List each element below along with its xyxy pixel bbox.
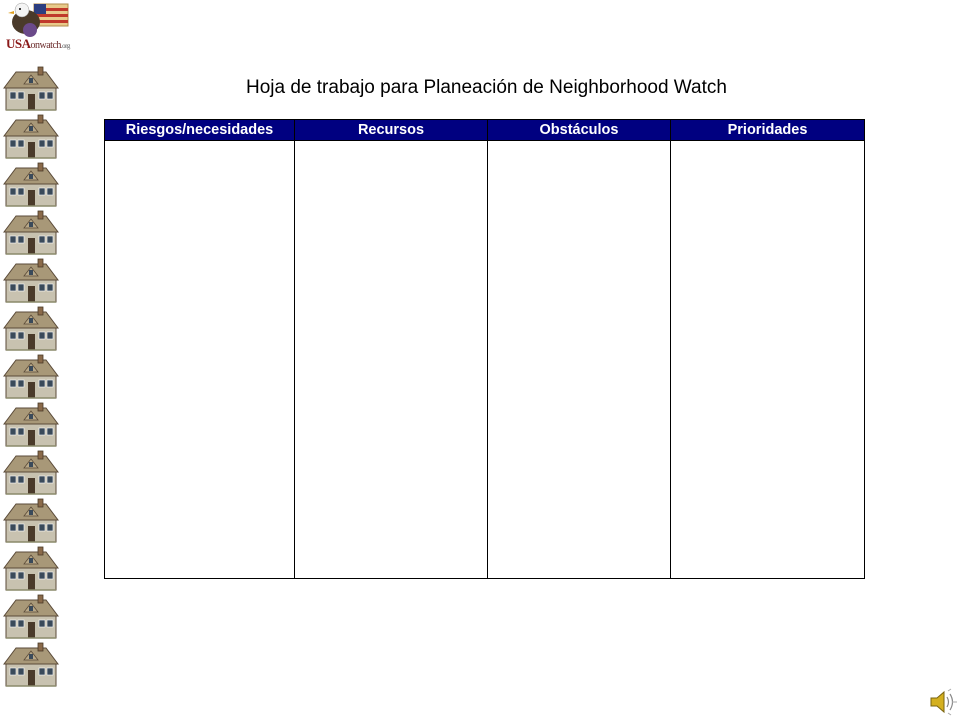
house-icon xyxy=(2,114,60,160)
column-recursos xyxy=(295,120,488,578)
planning-worksheet-table xyxy=(104,119,865,579)
house-icon xyxy=(2,642,60,688)
column-header: Riesgos/necesidades xyxy=(105,120,294,141)
column-prioridades xyxy=(671,120,864,578)
eagle-flag-icon xyxy=(2,0,74,40)
logo-text: USAonwatch.org xyxy=(6,36,70,51)
column-header: Prioridades xyxy=(671,120,864,141)
house-icon xyxy=(2,594,60,640)
usaonwatch-logo xyxy=(2,0,74,56)
column-header: Recursos xyxy=(295,120,487,141)
house-icon xyxy=(2,450,60,496)
house-icon xyxy=(2,402,60,448)
column-header: Obstáculos xyxy=(488,120,670,141)
column-body xyxy=(671,141,864,578)
column-body xyxy=(105,141,294,578)
house-icon xyxy=(2,498,60,544)
column-obstaculos xyxy=(488,120,671,578)
house-icon xyxy=(2,258,60,304)
speaker-icon[interactable] xyxy=(928,688,958,716)
house-icon-strip xyxy=(2,66,62,690)
page-title: Hoja de trabajo para Planeación de Neighborhood Watch xyxy=(246,77,727,98)
house-icon xyxy=(2,546,60,592)
house-icon xyxy=(2,66,60,112)
house-icon xyxy=(2,162,60,208)
column-body xyxy=(488,141,670,578)
column-body xyxy=(295,141,487,578)
house-icon xyxy=(2,306,60,352)
house-icon xyxy=(2,210,60,256)
column-riesgos-necesidades xyxy=(105,120,295,578)
house-icon xyxy=(2,354,60,400)
